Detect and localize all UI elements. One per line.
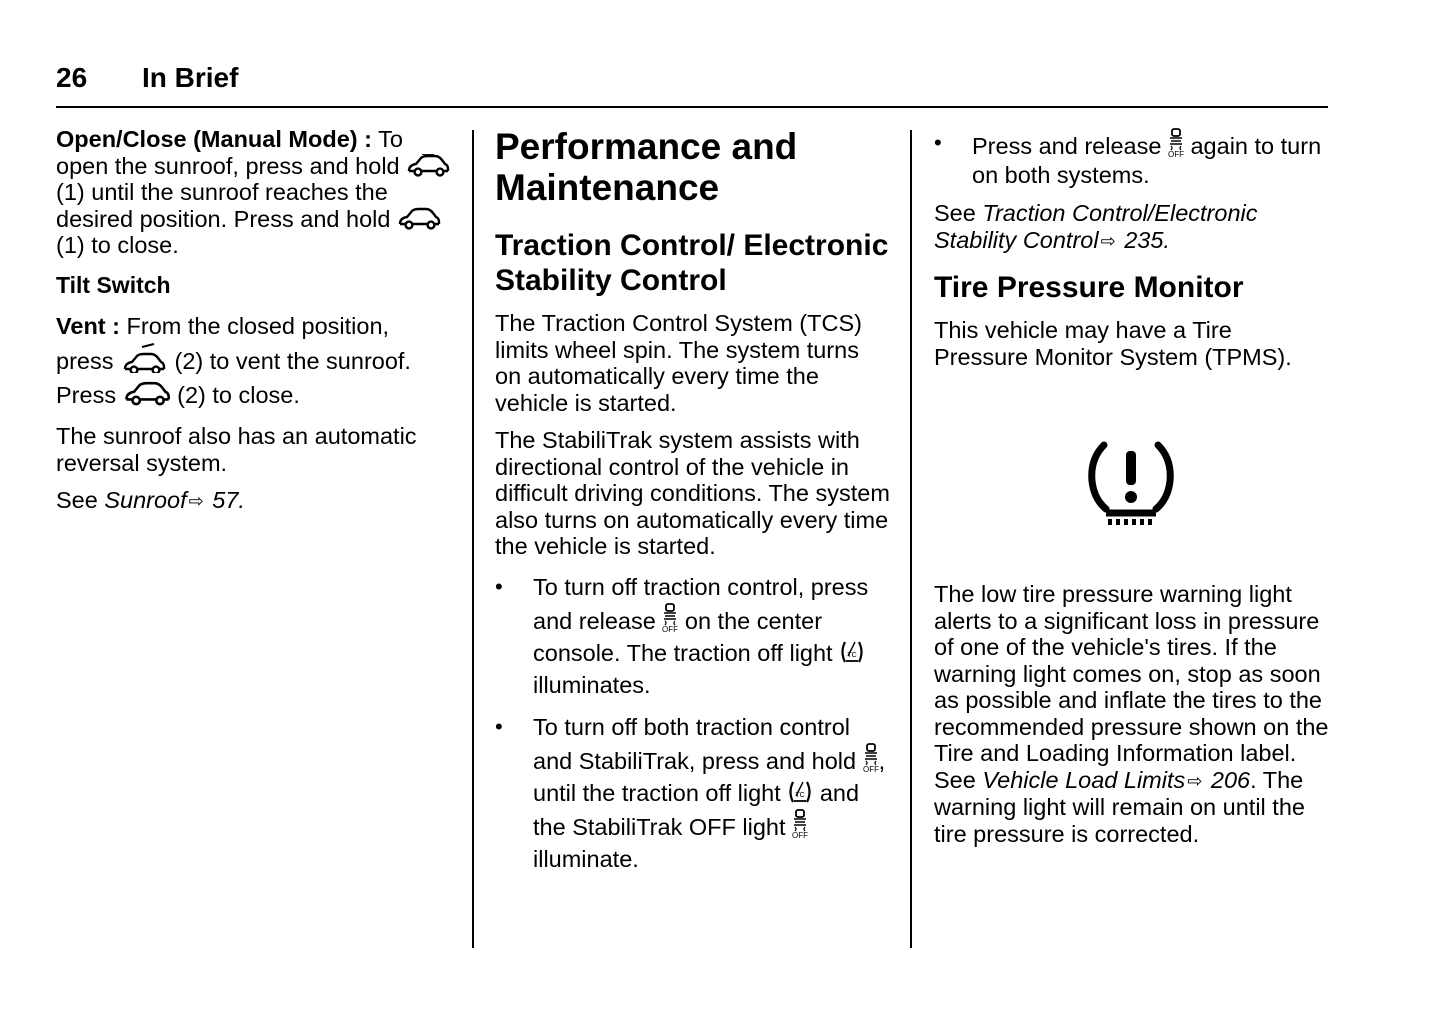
text: See [934, 200, 983, 226]
tpm-title: Tire Pressure Monitor [934, 271, 1244, 304]
stabilitrak-off-icon [863, 743, 879, 773]
tpm-intro: This vehicle may have a Tire Pressure Monitor System (TPMS). [934, 317, 1292, 370]
text: illuminates. [533, 671, 651, 698]
traction-off-icon [839, 639, 865, 665]
traction-off-icon [787, 779, 813, 805]
column-divider [910, 130, 912, 948]
tilt-switch-heading: Tilt Switch [56, 271, 171, 298]
sunroof-vent-icon [120, 343, 168, 373]
ref-link-sunroof[interactable]: Sunroof [104, 487, 187, 513]
vent-paragraph [56, 309, 451, 412]
text: See [56, 487, 105, 513]
stabilitrak-paragraph: The StabiliTrak system assists with directional control of the vehicle in difficult driving conditions. The system also turns on automatically every time the vehicle is started. [495, 427, 890, 559]
text: To open the sunroof, press and hold [56, 126, 407, 179]
openclose-label: Open/Close (Manual Mode) : [56, 126, 372, 152]
ref-page: 235 [1117, 226, 1164, 253]
bullet-list [495, 571, 890, 875]
list-item [495, 571, 890, 701]
tc-label: TC [795, 791, 805, 799]
page-number: 26 [56, 62, 88, 93]
see-sunroof [56, 487, 451, 515]
text: To turn off traction control, press and release [533, 573, 869, 634]
text: . [238, 487, 245, 513]
off-label: OFF [1167, 150, 1184, 158]
ref-page: 57 [205, 487, 239, 513]
text: , until the traction off light [533, 747, 886, 806]
sunroof-close-icon [123, 381, 171, 407]
see-traction [934, 200, 1329, 254]
ref-link-traction-control[interactable]: Traction Control/Electronic Stability Control [934, 200, 1258, 253]
off-label: OFF [792, 830, 809, 839]
ref-arrow-icon: ⇨ [1187, 770, 1203, 791]
stabilitrak-off-icon [792, 809, 808, 839]
text: Press [56, 382, 123, 408]
ref-link-vehicle-load-limits[interactable]: Vehicle Load Limits [982, 766, 1186, 793]
column-left [56, 126, 451, 526]
text: Press and release [972, 133, 1168, 159]
column-right [934, 126, 1329, 858]
stabilitrak-off-icon [662, 603, 678, 633]
column-middle [495, 126, 890, 885]
text: (1) to close. [56, 232, 179, 258]
text: (2) to vent the sunroof. [168, 348, 411, 374]
section-title: Performance and Maintenance [495, 126, 798, 208]
text: From the closed position, press [56, 313, 390, 374]
text: (2) to close. [170, 382, 300, 408]
subsection-title: Traction Control/ Electronic Stability Control [495, 229, 889, 297]
list-item [495, 711, 890, 875]
column-divider [472, 130, 474, 948]
text: . [1163, 226, 1170, 253]
text: on the center console. The traction off light [533, 607, 840, 666]
text: (1) until the sunroof reaches the desired position. Press and hold [56, 179, 397, 232]
ref-arrow-icon: ⇨ [188, 491, 204, 511]
bullet-list [934, 128, 1329, 190]
running-head: In Brief [142, 62, 239, 93]
openclose-paragraph [56, 126, 451, 259]
page-header [56, 60, 1328, 108]
tire-pressure-warning-icon [1088, 441, 1174, 527]
text: and the StabiliTrak OFF light [533, 779, 860, 840]
text: To turn off both traction control and StabiliTrak, press and hold [533, 713, 863, 774]
text: . The warning light will remain on until the tire pressure is corrected. [934, 766, 1305, 847]
off-label: OFF [862, 764, 879, 773]
text: again to turn on both systems. [972, 133, 1322, 188]
sunroof-open-icon [406, 154, 450, 178]
vent-label: Vent : [56, 313, 120, 339]
tc-label: TC [847, 651, 857, 659]
tpms-figure [934, 381, 1329, 581]
sunroof-close-icon [397, 207, 441, 231]
ref-arrow-icon: ⇨ [1100, 230, 1116, 251]
stabilitrak-off-icon [1168, 128, 1184, 158]
ref-page: 206 [1204, 766, 1251, 793]
text: The low tire pressure warning light alerts to a significant loss in pressure of one of the vehicle's tires. If the warning light comes on, stop as soon as possible and inflate the tires to the recommended pressure shown on the Tire and Loading Information label. See [934, 581, 1329, 793]
tpm-paragraph [934, 581, 1329, 847]
list-item [934, 128, 1329, 190]
text: illuminate. [533, 845, 639, 872]
reversal-paragraph: The sunroof also has an automatic reversal system. [56, 423, 417, 476]
tcs-paragraph: The Traction Control System (TCS) limits wheel spin. The system turns on automatically every time the vehicle is started. [495, 310, 862, 416]
off-label: OFF [662, 624, 679, 633]
